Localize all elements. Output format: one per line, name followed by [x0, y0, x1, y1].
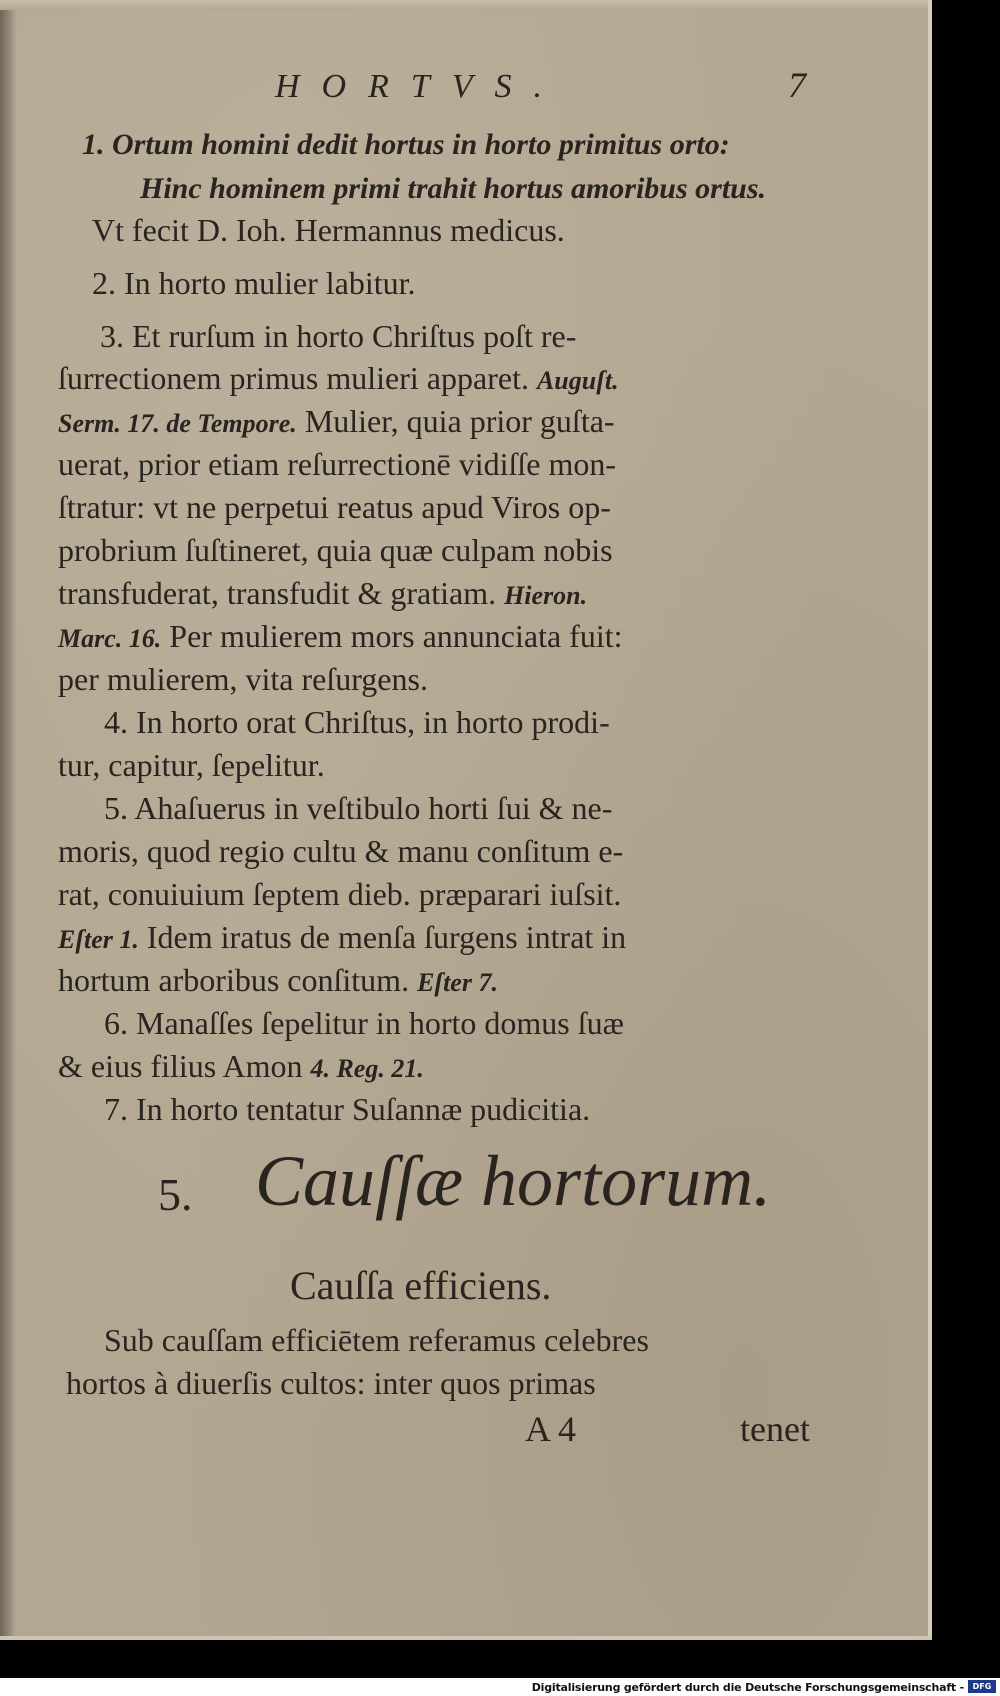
paragraph-5-line-5: hortum arboribus conſitum. Eſter 7.	[58, 962, 498, 998]
paragraph-3-line-3: Serm. 17. de Tempore. Mulier, quia prior guſta-	[58, 403, 615, 439]
paragraph-3-line-6: probrium ſuſtineret, quia quæ culpam nobis	[58, 532, 613, 568]
paragraph-5-line-4: Eſter 1. Idem iratus de menſa ſurgens intrat in	[58, 919, 627, 955]
verse-line-1: 1. Ortum homini dedit hortus in horto primitus orto:	[82, 128, 730, 161]
section-number: 5.	[158, 1169, 193, 1220]
paragraph-8-line-1: Sub cauſſam efficiētem referamus celebres	[104, 1322, 649, 1358]
citation-august: Auguſt.	[536, 366, 619, 395]
page-number: 7	[788, 65, 806, 105]
subheading: Cauſſa efficiens.	[290, 1263, 552, 1308]
signature-mark: A 4	[525, 1409, 577, 1449]
page-bottom-edge	[0, 1636, 932, 1640]
citation-ester-7: Eſter 7.	[417, 968, 498, 997]
paragraph-4-line-1: 4. In horto orat Chriſtus, in horto prodi-	[104, 704, 610, 740]
paragraph-4-line-2: tur, capitur, ſepelitur.	[58, 747, 325, 783]
paragraph-5-line-1: 5. Ahaſuerus in veſtibulo horti ſui & ne-	[104, 790, 613, 826]
running-title: HORTVS.	[275, 68, 565, 105]
catchword: tenet	[740, 1409, 810, 1449]
paragraph-3-line-5: ſtratur: vt ne perpetui reatus apud Viros op-	[58, 489, 611, 525]
citation-marc: Marc. 16.	[58, 624, 162, 653]
paragraph-7: 7. In horto tentatur Suſannæ pudicitia.	[104, 1091, 591, 1127]
citation-reg: 4. Reg. 21.	[310, 1054, 424, 1083]
footer-bar	[0, 1678, 1000, 1696]
paragraph-3-line-4: uerat, prior etiam reſurrectionē vidiſſe mon-	[58, 446, 616, 482]
paragraph-2: 2. In horto mulier labitur.	[92, 265, 416, 301]
citation-serm: Serm. 17. de Tempore.	[58, 409, 297, 438]
dfg-logo: DFG	[968, 1680, 996, 1693]
paragraph-3-line-9: per mulierem, vita reſurgens.	[58, 661, 428, 697]
section-heading: Cauſſæ hortorum.	[255, 1141, 772, 1221]
page-top-edge	[0, 0, 932, 10]
paragraph-6-line-1: 6. Manaſſes ſepelitur in horto domus ſuæ	[104, 1005, 624, 1041]
paragraph-5-line-3: rat, conuiuium ſeptem dieb. præparari iuſsit.	[58, 876, 622, 912]
paragraph-8-line-2: hortos à diuerſis cultos: inter quos primas	[66, 1365, 596, 1401]
paragraph-1: Vt fecit D. Ioh. Hermannus medicus.	[92, 212, 565, 248]
paragraph-3-line-1: 3. Et rurſum in horto Chriſtus poſt re-	[100, 318, 577, 354]
citation-ester-1: Eſter 1.	[58, 925, 139, 954]
paragraph-3-line-7: transfuderat, transfudit & gratiam. Hieron.	[58, 575, 588, 611]
citation-hieron: Hieron.	[504, 581, 588, 610]
footer-credit: Digitalisierung gefördert durch die Deutsche Forschungsgemeinschaft -	[531, 1681, 964, 1694]
paragraph-3-line-8: Marc. 16. Per mulierem mors annunciata fuit:	[58, 618, 623, 654]
paragraph-3-line-2: ſurrectionem primus mulieri apparet. Auguſt.	[58, 360, 619, 396]
page-right-edge	[928, 0, 932, 1640]
paragraph-5-line-2: moris, quod regio cultu & manu conſitum e-	[58, 833, 624, 869]
page-spine-shadow	[0, 0, 16, 1640]
paragraph-6-line-2: & eius filius Amon 4. Reg. 21.	[58, 1048, 424, 1084]
verse-line-2: Hinc hominem primi trahit hortus amoribus ortus.	[140, 172, 767, 205]
